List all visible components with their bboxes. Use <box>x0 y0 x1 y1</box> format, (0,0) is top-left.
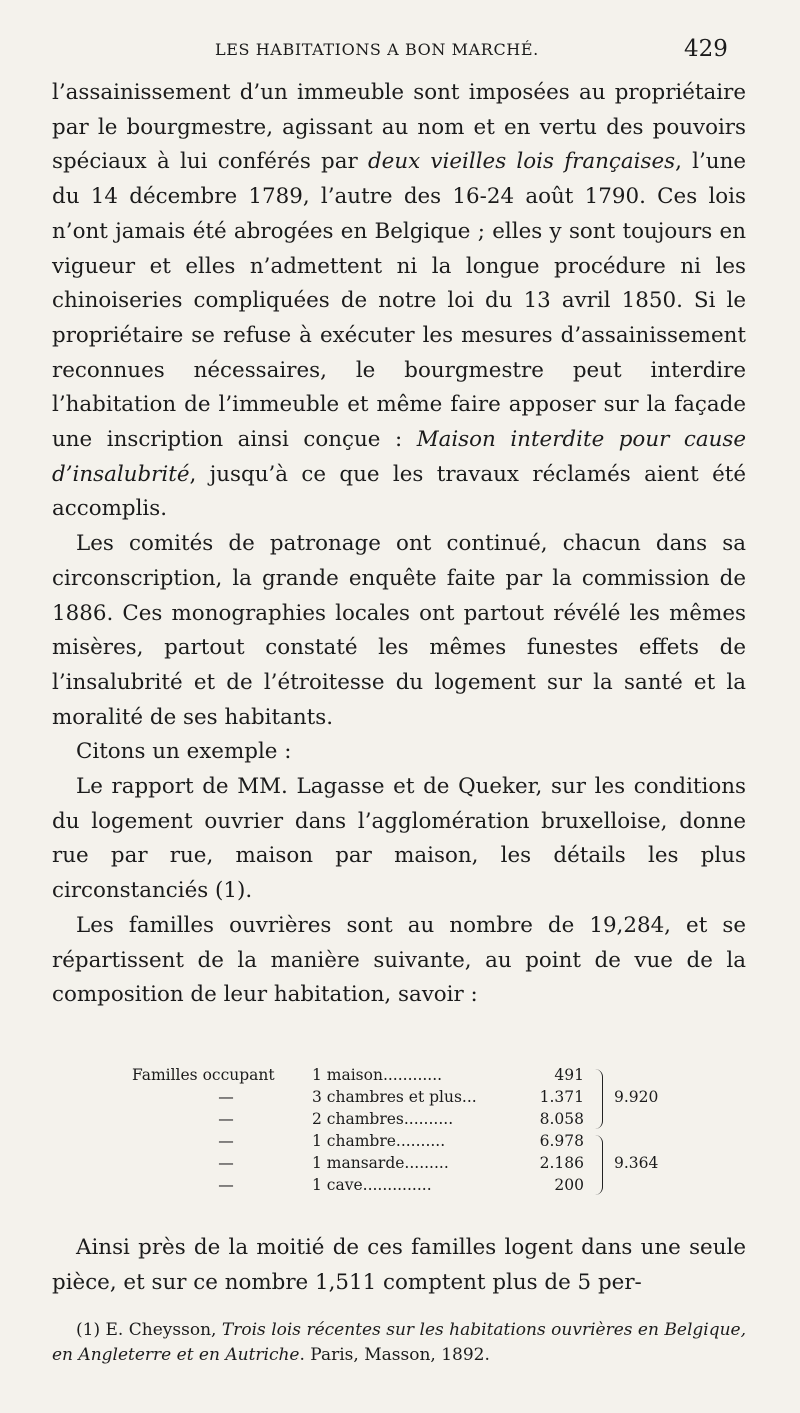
paragraph-1: l’assainissement d’un immeuble sont imposées au propriétaire par le bourgmestre, agissant au nom et en vertu des pouvoirs spéciaux à lui conférés par deux vieilles lois françaises, l’une du 14 décembre 1789, l’autre des 16-24 août 1790. Ces lois n’ont jamais été abrogées en Belgique ; elles y sont toujours en vigueur et elles n’admettent ni la longue procédure ni les chinoiseries compliquées de notre loi du 13 avril 1850. Si le propriétaire se refuse à exécuter les mesures d’assainissement reconnues nécessaires, le bourgmestre peut interdire l’habitation de l’immeuble et même faire apposer sur la façade une inscription ainsi conçue : Maison interdite pour cause d’insalubrité, jusqu’à ce que les travaux réclamés aient été accomplis. <box>52 80 747 522</box>
subtotal-group-1: 9.920 <box>614 1088 659 1106</box>
table-row <box>0 1132 800 1154</box>
italic-phrase: deux vieilles lois françaises <box>367 149 676 175</box>
ditto-dash: — <box>218 1154 234 1172</box>
row-label: 2 chambres.......... <box>312 1110 454 1128</box>
paragraph-6: Ainsi près de la moitié de ces familles logent dans une seule pièce, et sur ce nombre 1,511 comptent plus de 5 per- <box>52 1235 746 1295</box>
paragraph-3: Citons un exemple : <box>76 739 292 765</box>
footnote <box>52 1318 746 1368</box>
row-value: 8.058 <box>539 1110 584 1128</box>
row-label: 1 maison............ <box>312 1066 443 1084</box>
italic-inscription: Maison interdite pour cause d’insalubrité <box>52 427 746 487</box>
row-label: 1 mansarde......... <box>312 1154 449 1172</box>
ditto-dash: — <box>218 1132 234 1150</box>
paragraph-2: Les comités de patronage ont continué, chacun dans sa circonscription, la grande enquête faite par la commission de 1886. Ces monographies locales ont partout révélé les mêmes misères, partout constaté les mêmes funestes effets de l’insalubrité et de l’étroitesse du logement sur la santé et la moralité de ses habitants. <box>52 531 746 730</box>
paragraph-5: Les familles ouvrières sont au nombre de 19,284, et se répartissent de la manière suivante, au point de vue de la composition de leur habitation, savoir : <box>52 912 746 1008</box>
footnote-publisher: . Paris, Masson, 1892. <box>299 1345 490 1365</box>
row-value: 6.978 <box>539 1132 584 1150</box>
closing-text <box>52 1230 746 1300</box>
brace-group-1 <box>594 1069 603 1129</box>
row-label: 3 chambres et plus... <box>312 1088 477 1106</box>
row-label: 1 chambre.......... <box>312 1132 446 1150</box>
running-head: LES HABITATIONS A BON MARCHÉ. <box>215 40 539 59</box>
row-value: 491 <box>554 1066 584 1084</box>
housing-table <box>0 1066 800 1216</box>
page-number: 429 <box>684 36 728 62</box>
row-value: 2.186 <box>539 1154 584 1172</box>
row-value: 1.371 <box>539 1088 584 1106</box>
ditto-dash: — <box>218 1176 234 1194</box>
row-label: 1 cave.............. <box>312 1176 432 1194</box>
paragraph-4: Le rapport de MM. Lagasse et de Queker, sur les conditions du logement ouvrier dans l’agglomération bruxelloise, donne rue par rue, maison par maison, les détails les plus circonstanciés (1). <box>52 774 746 904</box>
table-lead-label: Familles occupant <box>132 1066 275 1084</box>
body-text <box>52 76 746 1013</box>
table-row <box>0 1088 800 1110</box>
footnote-author: (1) E. Cheysson, <box>76 1320 222 1340</box>
subtotal-group-2: 9.364 <box>614 1154 659 1172</box>
table-row <box>0 1110 800 1132</box>
ditto-dash: — <box>218 1110 234 1128</box>
table-row <box>0 1154 800 1176</box>
row-value: 200 <box>554 1176 584 1194</box>
page-header <box>0 36 800 70</box>
table-row <box>0 1066 800 1088</box>
footnote-title: Trois lois récentes sur les habitations ouvrières en Belgique, en Angleterre et en Autriche <box>52 1320 746 1365</box>
table-row <box>0 1176 800 1198</box>
brace-group-2 <box>594 1135 603 1195</box>
ditto-dash: — <box>218 1088 234 1106</box>
